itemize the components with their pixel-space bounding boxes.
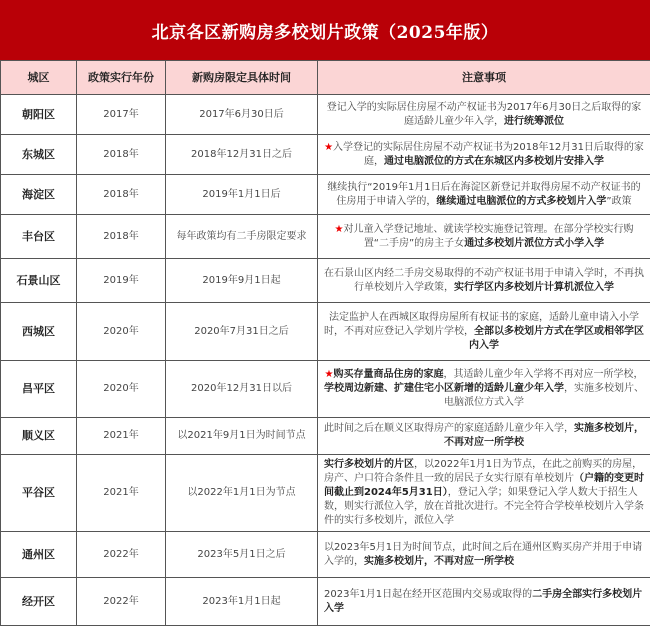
policy-year-cell: 2018年: [77, 175, 166, 215]
table-header-row: [1, 61, 650, 95]
emphasis-text: 实行多校划片的片区: [324, 459, 414, 470]
note-text: ，其适龄儿童少年入学将不再对应一所学校，: [443, 369, 643, 380]
emphasis-text: 实施多校划片，不再对应一所学校: [444, 423, 644, 448]
column-header-notes: 注意事项: [318, 61, 650, 95]
table-row: [1, 455, 650, 532]
note-text: 法定监护人在西城区取得房屋所有权证书的家庭，适龄儿童申请入小学时，不再对应登记入学划片学校，: [324, 312, 639, 337]
limit-time-cell: 2020年12月31日以后: [166, 361, 318, 418]
column-header-district: 城区: [1, 61, 77, 95]
star-icon: ★: [325, 369, 334, 380]
table-row: [1, 418, 650, 455]
table-row: [1, 175, 650, 215]
policy-year-cell: 2018年: [77, 215, 166, 259]
emphasis-text: 通过多校划片派位方式小学入学: [464, 238, 604, 249]
note-text: 以2023年5月1日为时间节点，此时间之后在通州区购买房产并用于申请入学的，: [324, 542, 642, 567]
policy-year-cell: 2022年: [77, 532, 166, 578]
table-row: [1, 135, 650, 175]
limit-time-cell: 2017年6月30日后: [166, 95, 318, 135]
notes-cell: [318, 175, 650, 215]
policy-year-cell: 2020年: [77, 361, 166, 418]
note-text: 此时间之后在顺义区取得房产的家庭适龄儿童少年入学，: [324, 423, 574, 434]
note-text: 在石景山区内经二手房交易取得的不动产权证书用于申请入学时，不再执行单校划片入学政策，: [324, 268, 644, 293]
emphasis-text: 通过电脑派位的方式在东城区内多校划片安排入学: [384, 156, 604, 167]
table-row: [1, 361, 650, 418]
emphasis-text: 全部以多校划片方式在学区或相邻学区内入学: [469, 326, 644, 351]
note-text: 对儿童入学登记地址、就读学校实施登记管理。在部分学校实行购置“二手房”的房主子女: [343, 224, 633, 249]
emphasis-text: 继续通过电脑派位的方式多校划片入学: [436, 196, 606, 207]
district-cell: 朝阳区: [1, 95, 77, 135]
limit-time-cell: 每年政策均有二手房限定要求: [166, 215, 318, 259]
note-text: 登记入学的实际居住房屋不动产权证书为2017年6月30日之后取得的家庭适龄儿童少年入学，: [327, 102, 642, 127]
note-text: ，登记入学；如果登记入学人数大于招生人数，则实行派位入学，放在首批次进行。不完全符合学校单校划片入学条件的实行多校划片，派位入学: [324, 487, 644, 526]
emphasis-text: 购买存量商品住房的家庭: [333, 369, 443, 380]
district-cell: 东城区: [1, 135, 77, 175]
emphasis-text: （户籍的变更时间截止到2024年5月31日）: [324, 473, 644, 498]
policy-year-cell: 2017年: [77, 95, 166, 135]
policy-year-cell: 2018年: [77, 135, 166, 175]
district-cell: 顺义区: [1, 418, 77, 455]
district-cell: 昌平区: [1, 361, 77, 418]
notes-cell: [318, 455, 650, 532]
note-text: 继续执行“2019年1月1日后在海淀区新登记并取得房屋不动产权证书的住房用于申请入学的，: [327, 182, 640, 207]
limit-time-cell: 以2022年1月1日为节点: [166, 455, 318, 532]
notes-cell: [318, 361, 650, 418]
policy-year-cell: 2021年: [77, 455, 166, 532]
table-row: [1, 532, 650, 578]
star-icon: ★: [335, 224, 344, 235]
table-row: [1, 303, 650, 361]
policy-year-cell: 2020年: [77, 303, 166, 361]
notes-cell: [318, 135, 650, 175]
limit-time-cell: 2019年1月1日后: [166, 175, 318, 215]
emphasis-text: 实行学区内多校划片计算机派位入学: [454, 282, 614, 293]
table-row: [1, 578, 650, 626]
emphasis-text: 学校周边新建、扩建住宅小区新增的适龄儿童少年入学: [324, 383, 564, 394]
limit-time-cell: 2023年5月1日之后: [166, 532, 318, 578]
notes-cell: [318, 578, 650, 626]
table-row: [1, 215, 650, 259]
policy-year-cell: 2022年: [77, 578, 166, 626]
note-text: ”政策: [606, 196, 631, 207]
limit-time-cell: 2020年7月31日之后: [166, 303, 318, 361]
note-text: 2023年1月1日起在经开区范围内交易或取得的: [324, 589, 532, 600]
notes-cell: [318, 532, 650, 578]
district-cell: 海淀区: [1, 175, 77, 215]
limit-time-cell: 2023年1月1日起: [166, 578, 318, 626]
limit-time-cell: 以2021年9月1日为时间节点: [166, 418, 318, 455]
policy-table: [0, 60, 650, 626]
table-row: [1, 259, 650, 303]
page-title: 北京各区新购房多校划片政策（2025年版）: [0, 0, 650, 60]
note-text: ，实施多校划片、电脑派位方式入学: [444, 383, 644, 408]
notes-cell: [318, 259, 650, 303]
column-header-limit-time: 新购房限定具体时间: [166, 61, 318, 95]
note-text: ，以2022年1月1日为节点，在此之前购买的房屋，房产、户口符合条件且一致的居民子女实行原有单校划片: [324, 459, 642, 484]
notes-cell: [318, 418, 650, 455]
policy-year-cell: 2019年: [77, 259, 166, 303]
note-text: 入学登记的实际居住房屋不动产权证书为2018年12月31日后取得的家庭，: [333, 142, 644, 167]
district-cell: 通州区: [1, 532, 77, 578]
district-cell: 丰台区: [1, 215, 77, 259]
policy-year-cell: 2021年: [77, 418, 166, 455]
limit-time-cell: 2018年12月31日之后: [166, 135, 318, 175]
district-cell: 西城区: [1, 303, 77, 361]
star-icon: ★: [324, 142, 333, 153]
notes-cell: [318, 303, 650, 361]
notes-cell: [318, 215, 650, 259]
emphasis-text: 二手房全部实行多校划片入学: [324, 589, 642, 614]
district-cell: 平谷区: [1, 455, 77, 532]
emphasis-text: 进行统筹派位: [504, 116, 564, 127]
emphasis-text: 实施多校划片，不再对应一所学校: [364, 556, 514, 567]
column-header-year: 政策实行年份: [77, 61, 166, 95]
limit-time-cell: 2019年9月1日起: [166, 259, 318, 303]
district-cell: 石景山区: [1, 259, 77, 303]
district-cell: 经开区: [1, 578, 77, 626]
table-row: [1, 95, 650, 135]
notes-cell: [318, 95, 650, 135]
